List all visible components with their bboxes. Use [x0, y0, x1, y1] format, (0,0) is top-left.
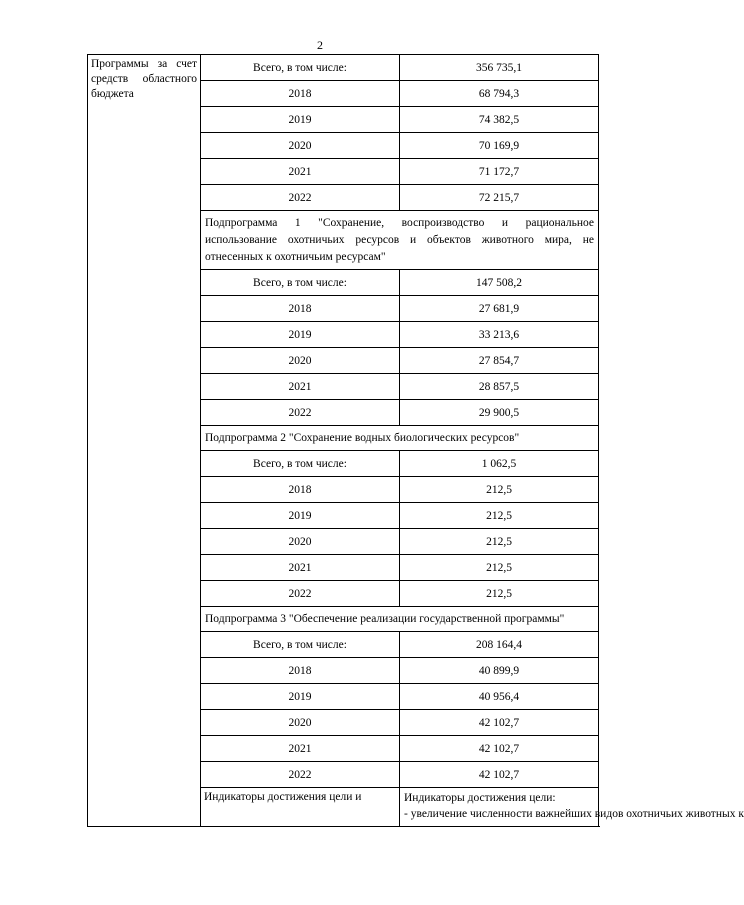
value-cell: 33 213,6 [400, 322, 599, 348]
value-cell: 212,5 [400, 555, 599, 581]
value-cell: 212,5 [400, 529, 599, 555]
value-cell: 74 382,5 [400, 107, 599, 133]
passport-table [87, 54, 744, 827]
year-cell: 2018 [201, 477, 400, 503]
indicators-first-item: - увеличение численности важнейших видов охотничьих животных к [404, 808, 744, 820]
page-number: 2 [317, 38, 323, 52]
year-cell: 2022 [201, 581, 400, 607]
year-cell: 2022 [201, 185, 400, 211]
total-label: Всего, в том числе: [201, 632, 400, 658]
year-cell: 2020 [201, 348, 400, 374]
value-cell: 212,5 [400, 477, 599, 503]
year-cell: 2021 [201, 736, 400, 762]
finance-row-label: Программы за счет средств областного бюджета [88, 55, 201, 827]
subprogram-title: Подпрограмма 2 "Сохранение водных биологических ресурсов" [201, 426, 599, 451]
value-cell: 42 102,7 [400, 736, 599, 762]
value-cell: 212,5 [400, 581, 599, 607]
indicators-heading: Индикаторы достижения цели: [404, 792, 556, 804]
total-label: Всего, в том числе: [201, 270, 400, 296]
value-cell: 40 956,4 [400, 684, 599, 710]
year-cell: 2018 [201, 296, 400, 322]
value-cell: 212,5 [400, 503, 599, 529]
total-label: Всего, в том числе: [201, 451, 400, 477]
total-label: Всего, в том числе: [201, 55, 400, 81]
subprogram-title: Подпрограмма 1 "Сохранение, воспроизводство и рациональное использование охотничьих ресурсов и объектов животного мира, не отнесенных к охотничьим ресурсам" [201, 211, 599, 270]
year-cell: 2018 [201, 658, 400, 684]
indicators-cell [400, 788, 744, 827]
year-cell: 2020 [201, 133, 400, 159]
total-value: 208 164,4 [400, 632, 599, 658]
total-value: 1 062,5 [400, 451, 599, 477]
total-value: 356 735,1 [400, 55, 599, 81]
value-cell: 42 102,7 [400, 710, 599, 736]
year-cell: 2020 [201, 529, 400, 555]
value-cell: 29 900,5 [400, 400, 599, 426]
program-total-row [88, 55, 599, 81]
value-cell: 27 854,7 [400, 348, 599, 374]
year-cell: 2018 [201, 81, 400, 107]
value-cell: 70 169,9 [400, 133, 599, 159]
indicators-row-label: Индикаторы достижения цели и [201, 788, 400, 827]
value-cell: 68 794,3 [400, 81, 599, 107]
value-cell: 42 102,7 [400, 762, 599, 788]
subprogram-title: Подпрограмма 3 "Обеспечение реализации государственной программы" [201, 607, 599, 632]
value-cell: 27 681,9 [400, 296, 599, 322]
year-cell: 2021 [201, 374, 400, 400]
year-cell: 2019 [201, 107, 400, 133]
year-cell: 2022 [201, 400, 400, 426]
year-cell: 2021 [201, 159, 400, 185]
value-cell: 71 172,7 [400, 159, 599, 185]
year-cell: 2019 [201, 503, 400, 529]
value-cell: 72 215,7 [400, 185, 599, 211]
year-cell: 2021 [201, 555, 400, 581]
total-value: 147 508,2 [400, 270, 599, 296]
year-cell: 2022 [201, 762, 400, 788]
year-cell: 2019 [201, 322, 400, 348]
year-cell: 2019 [201, 684, 400, 710]
year-cell: 2020 [201, 710, 400, 736]
value-cell: 40 899,9 [400, 658, 599, 684]
value-cell: 28 857,5 [400, 374, 599, 400]
